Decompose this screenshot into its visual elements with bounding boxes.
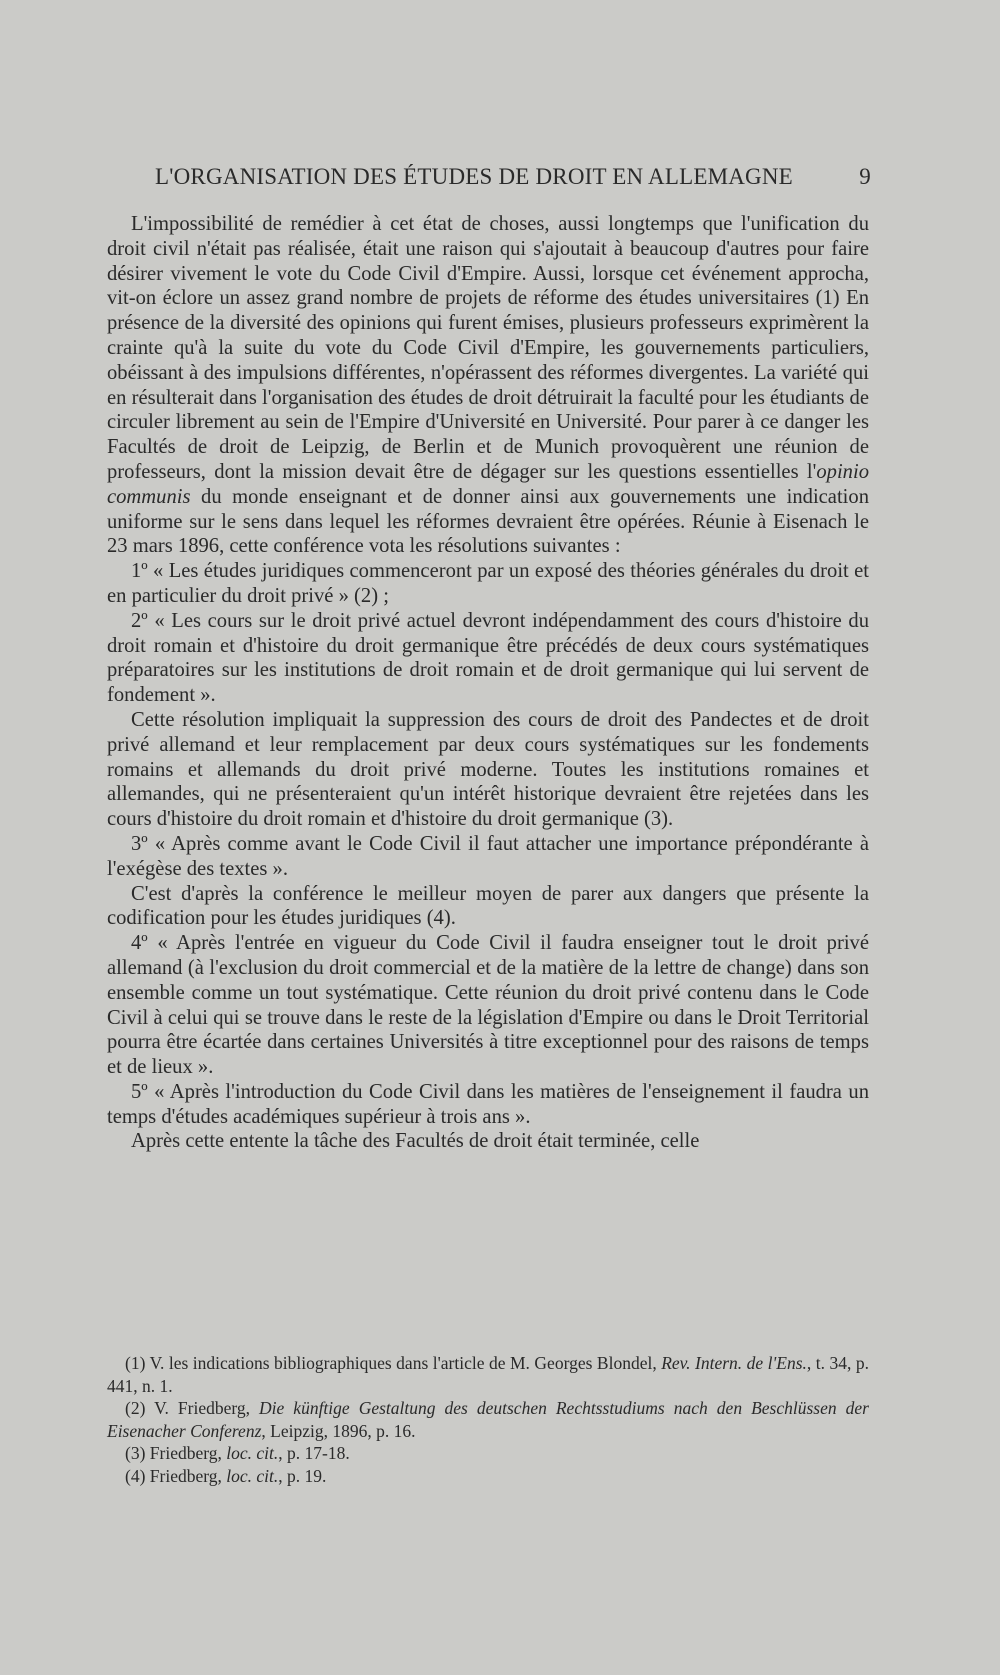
text-segment: L'impossibilité de remédier à cet état de choses, aussi longtemps que l'unification du droit civil n'était pas réalisée, était une raison qui s'ajoutait à beaucoup d'autres pour faire désirer vivement le vote du Code Civil d'Empire. Aussi, lorsque cet événement approcha, vit-on éclore un assez grand nombre de projets de réforme des études universitaires (1) En présence de la diversité des opinions qui furent émises, plusieurs professeurs exprimèrent la crainte qu'à la suite du vote du Code Civil d'Empire, les gouvernements particuliers, obéissant à des impulsions différentes, n'opérassent des réformes divergentes. La variété qui en résulterait dans l'organisation des études de droit détruirait la faculté pour les étudiants de circuler librement au sein de l'Empire d'Université en Université. Pour parer à ce danger les Facultés de droit de Leipzig, de Berlin et de Munich provoquèrent une réunion de professeurs, dont la mission devait être de dégager sur les questions essentielles l'	[107, 213, 869, 483]
paragraph	[107, 708, 869, 832]
text-segment: (4) Friedberg,	[125, 1465, 227, 1486]
italic-text: Die künftige Gestaltung des deutschen Rechtsstudiums nach den Beschlüssen der Eisenacher Conferenz	[107, 1398, 869, 1441]
text-segment: (1) V. les indications bibliographiques dans l'article de M. Georges Blondel,	[125, 1353, 662, 1373]
footnote	[107, 1397, 869, 1442]
footnote	[107, 1442, 869, 1465]
italic-text: loc. cit.	[226, 1443, 279, 1463]
paragraph	[107, 1129, 869, 1154]
italic-text: Rev. Intern. de l'Ens.	[661, 1353, 807, 1373]
text-segment: 5º « Après l'introduction du Code Civil dans les matières de l'enseignement il faudra un temps d'études académiques supérieur à trois ans ».	[107, 1080, 869, 1128]
text-segment: , p. 19.	[278, 1465, 327, 1486]
text-segment: 3º « Après comme avant le Code Civil il faut attacher une importance prépondérante à l'exégèse des textes ».	[107, 832, 869, 880]
footnotes	[107, 1352, 869, 1487]
text-segment: , Leipzig, 1896, p. 16.	[261, 1420, 416, 1441]
page-number: 9	[859, 164, 871, 189]
footnote	[107, 1352, 869, 1397]
text-segment: 4º « Après l'entrée en vigueur du Code Civil il faudra enseigner tout le droit privé allemand (à l'exclusion du droit commercial et de la matière de la lettre de change) dans son ensemble comme un tout systématique. Cette réunion du droit privé contenu dans le Code Civil à celui qui se trouve dans le reste de la législation d'Empire ou dans le Droit Territorial pourra être écartée dans certaines Universités à titre exceptionnel pour des raisons de temps et de lieux ».	[107, 932, 869, 1079]
text-segment: du monde enseignant et de donner ainsi aux gouvernements une indication uniforme sur le sens dans lequel les réformes devraient être opérées. Réunie à Eisenach le 23 mars 1896, cette conférence vota les résolutions suivantes :	[107, 485, 869, 558]
paragraph	[107, 931, 869, 1080]
italic-text: opinio communis	[107, 460, 869, 508]
text-segment: (3) Friedberg,	[125, 1443, 227, 1463]
paragraph	[107, 882, 869, 932]
text-segment: Cette résolution impliquait la suppression des cours de droit des Pandectes et de droit privé allemand et leur remplacement par deux cours systématiques sur les fondements romains et allemands du droit privé moderne. Toutes les institutions romaines et allemandes, qui ne présenteraient qu'un intérêt historique devraient être rejetées dans les cours d'histoire du droit romain et d'histoire du droit germanique (3).	[107, 708, 869, 831]
italic-text: loc. cit.	[226, 1465, 279, 1486]
text-segment: Après cette entente la tâche des Facultés de droit était terminée, celle	[131, 1130, 700, 1153]
paragraph	[107, 212, 869, 559]
text-segment: 2º « Les cours sur le droit privé actuel devront indépendamment des cours d'histoire du droit romain et d'histoire du droit germanique être précédés de deux cours systématiques préparatoires sur les institutions de droit romain et de droit germanique qui lui servent de fondement ».	[107, 609, 869, 707]
text-segment: , t. 34, p. 441, n. 1.	[107, 1353, 869, 1396]
footnote	[107, 1465, 869, 1488]
paragraph	[107, 1080, 869, 1130]
text-segment: , p. 17-18.	[278, 1443, 350, 1463]
paragraph	[107, 832, 869, 882]
paragraph	[107, 609, 869, 708]
paragraph	[107, 559, 869, 609]
body-text	[107, 212, 869, 1154]
header-title: L'ORGANISATION DES ÉTUDES DE DROIT EN ALLEMAGNE	[155, 164, 793, 189]
text-segment: 1º « Les études juridiques commenceront par un exposé des théories générales du droit et en particulier du droit privé » (2) ;	[107, 560, 869, 607]
text-segment: (2) V. Friedberg,	[125, 1398, 260, 1418]
text-segment: C'est d'après la conférence le meilleur moyen de parer aux dangers que présente la codification pour les études juridiques (4).	[107, 882, 869, 930]
